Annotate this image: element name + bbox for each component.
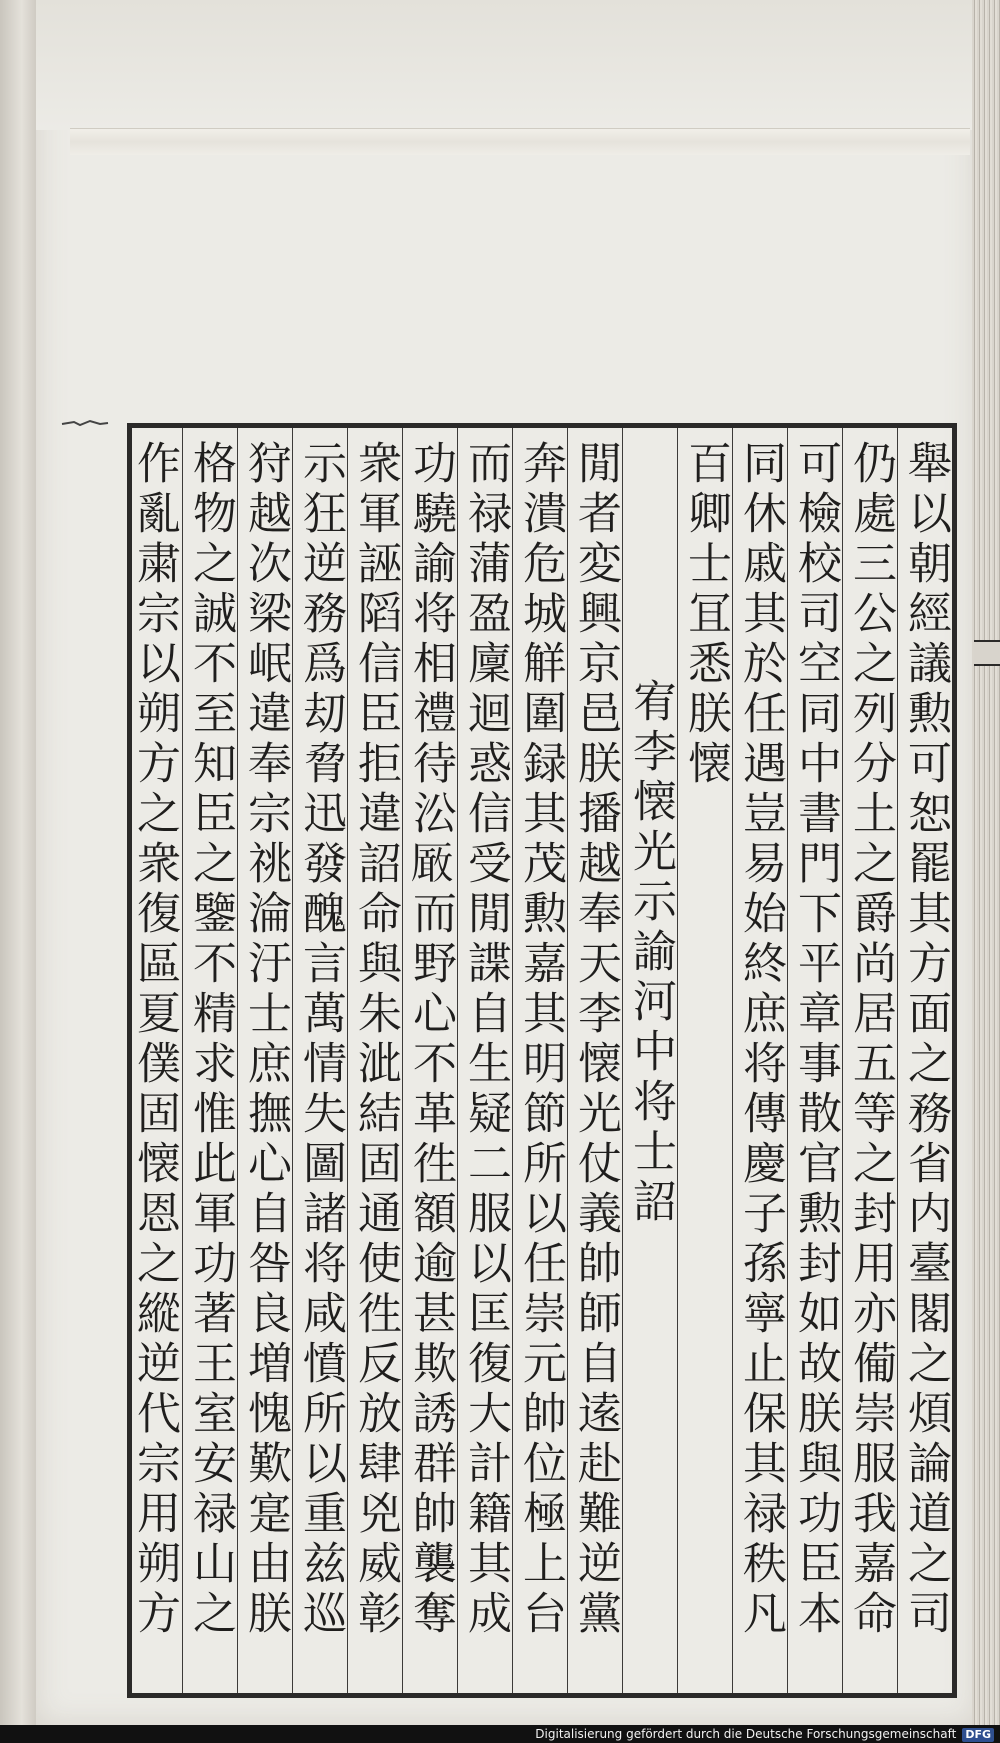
text-column <box>677 428 732 1693</box>
text-column <box>347 428 402 1693</box>
page-top-margin <box>36 0 976 130</box>
column-text: 功驍諭将相禮待㳂𠪚而野心不革徃額逾甚欺誘群帥襲奪 <box>405 440 456 1640</box>
column-text: 格物之誠不至知臣之鑒不精求惟此軍功著王室安禄山之 <box>185 440 236 1640</box>
text-column <box>732 428 787 1693</box>
page-stack-edges <box>972 0 1000 1743</box>
page-fold-crease <box>70 128 970 155</box>
text-column <box>237 428 292 1693</box>
column-text: 衆軍誣䧟信臣拒違詔命與朱泚結固通使徃反放肆兇威彰 <box>350 440 401 1640</box>
footer-bar <box>0 1725 1000 1743</box>
text-column <box>402 428 457 1693</box>
text-column <box>127 428 182 1693</box>
text-column <box>842 428 897 1693</box>
text-column <box>457 428 512 1693</box>
column-text: 同休戚其於任遇豈易始終庶将傳慶子孫寧止保其禄秩凡 <box>735 440 786 1640</box>
column-text: 作亂粛宗以朔方之衆復區夏僕固懐恩之縱逆代宗用朔方 <box>129 440 180 1640</box>
credit-text: Digitalisierung gefördert durch die Deutsche Forschungsgemeinschaft <box>535 1727 957 1741</box>
text-column <box>787 428 842 1693</box>
text-column <box>182 428 237 1693</box>
column-text: 示狂逆務爲刧脅迅發醜言萬情失圖諸将咸憤所以重兹巡 <box>295 440 346 1640</box>
ink-smudge-mark <box>60 418 110 428</box>
text-columns <box>129 428 952 1693</box>
column-text: 舉以朝經議勲可恕罷其方面之務省内臺閣之煩論道之司 <box>900 440 951 1640</box>
dfg-logo: DFG <box>962 1728 994 1742</box>
column-text: 仍處三公之列分土之爵尚居五等之封用亦僃崇服我嘉命 <box>845 440 896 1640</box>
document-title-column <box>622 428 677 1693</box>
column-text: 百卿士冝悉朕懐 <box>680 440 731 790</box>
document-title: 宥李懐光示諭河中将士詔 <box>625 678 676 1228</box>
column-text: 閒者変興京邑朕播越奉天李懐光仗義帥師自逺赴難逆黨 <box>570 440 621 1640</box>
text-block-frame <box>127 423 957 1698</box>
page-tab-marker <box>974 640 1000 666</box>
digitization-credit <box>535 1725 994 1743</box>
column-text: 狩越次梁岷違奉宗祧淪汙士庶撫心自咎良増愧歎寔由朕 <box>240 440 291 1640</box>
text-column <box>567 428 622 1693</box>
column-text: 而禄蒲盈廩迴惑信受閒諜自生疑二服以匡復大計籍其成 <box>460 440 511 1640</box>
text-column <box>292 428 347 1693</box>
text-column <box>897 428 952 1693</box>
column-text: 奔潰危城觧圍録其茂勲嘉其明節所以任崇元帥位極上台 <box>515 440 566 1640</box>
previous-page-edge <box>0 0 38 1743</box>
column-text: 可檢校司空同中書門下平章事散官勲封如故朕與功臣本 <box>790 440 841 1640</box>
text-column <box>512 428 567 1693</box>
